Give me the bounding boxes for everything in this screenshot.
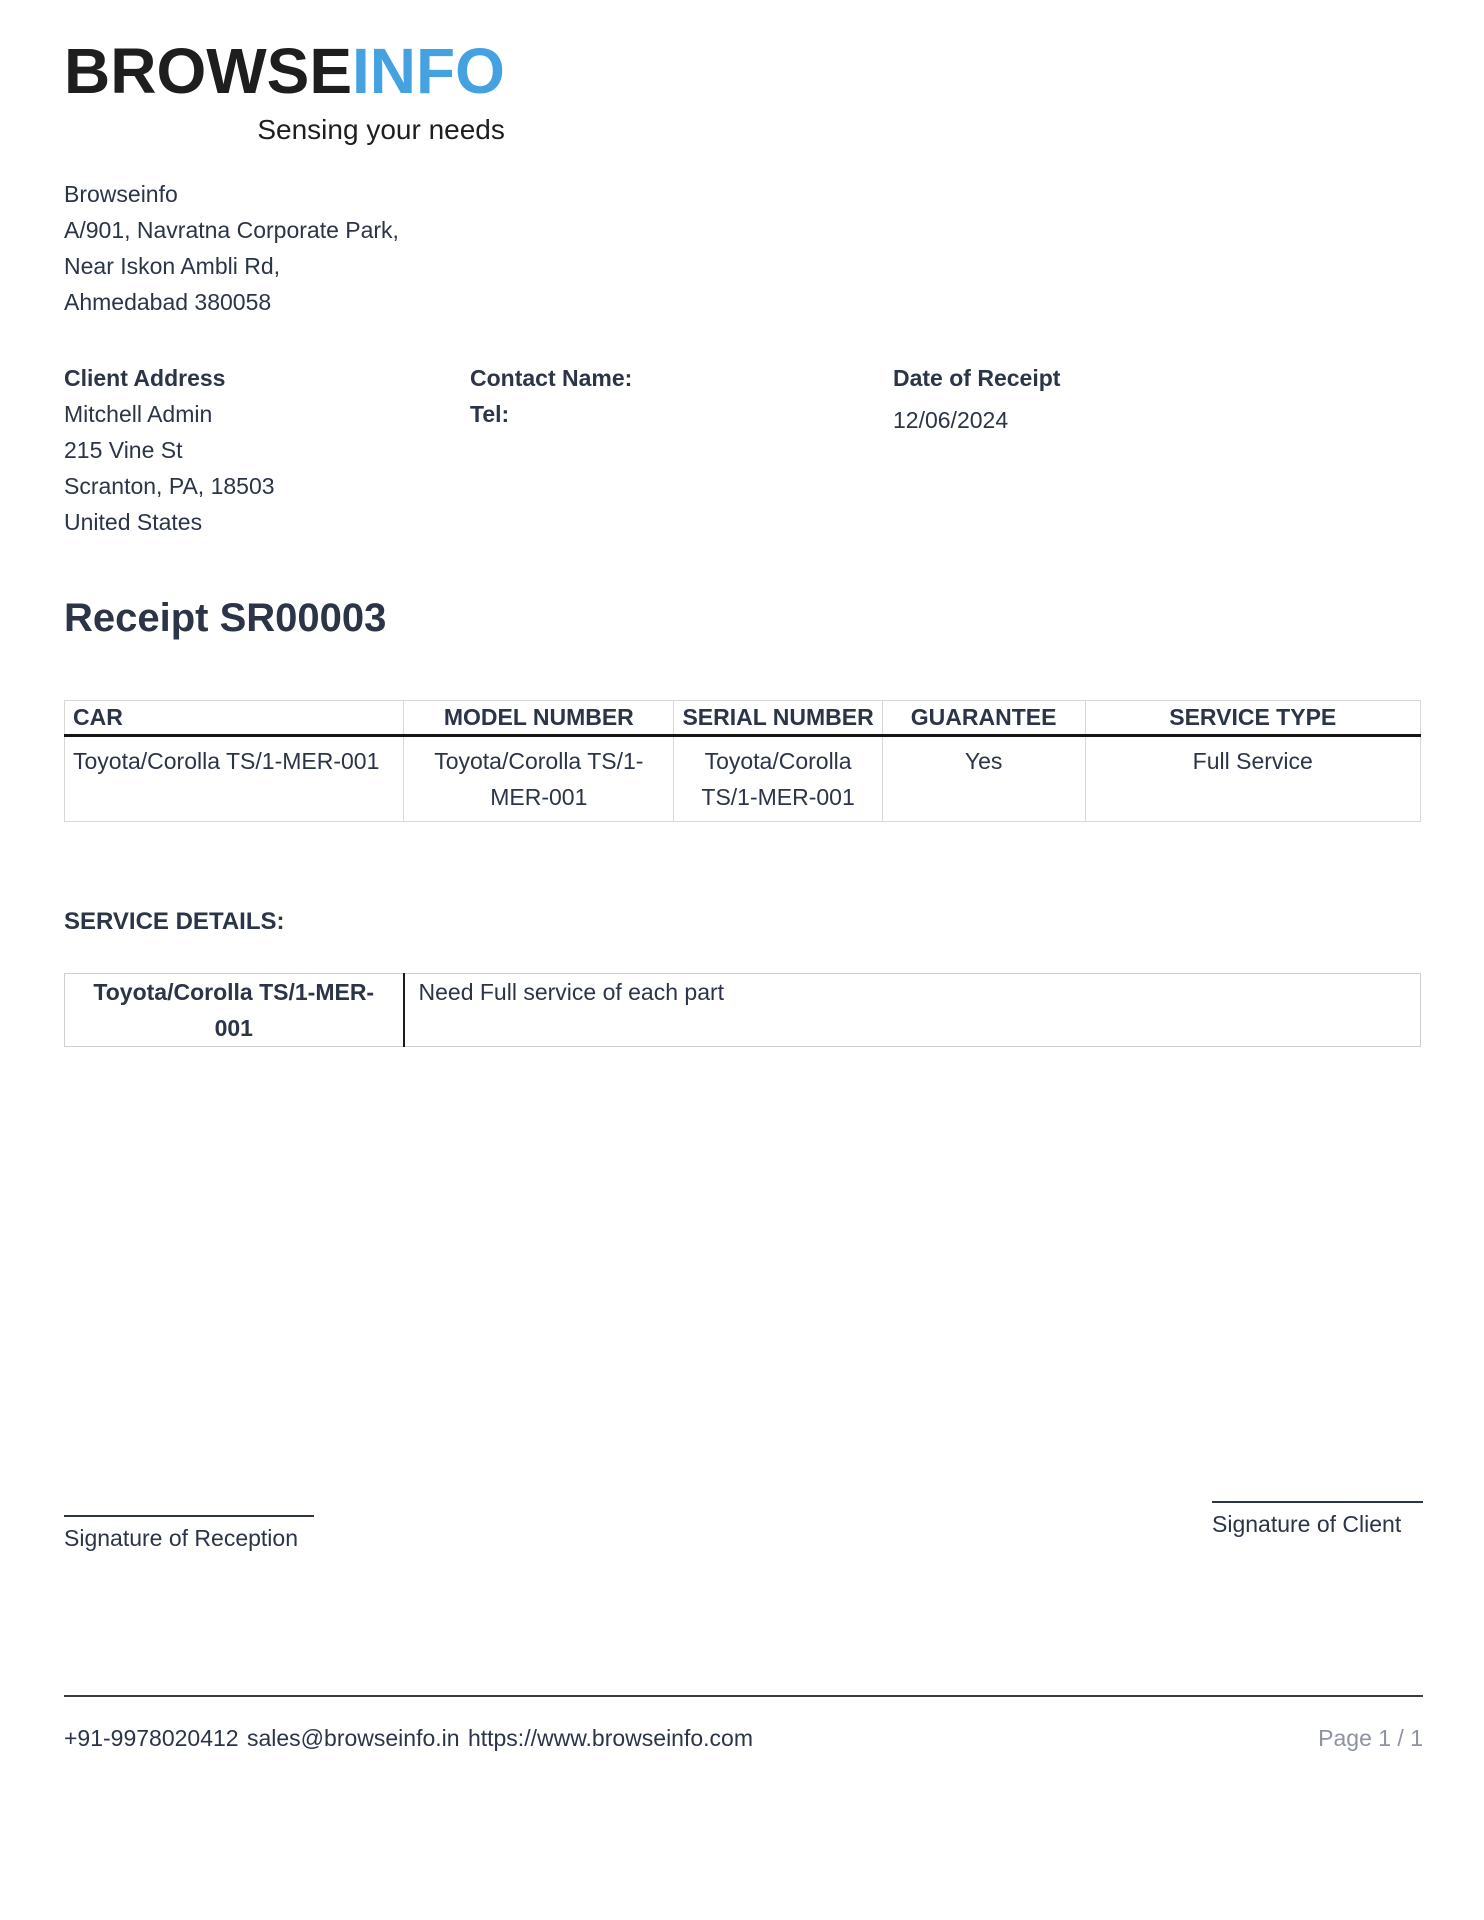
page-title: Receipt SR00003 [64, 596, 387, 640]
service-details-row [65, 974, 1421, 1047]
column-header-serial-number: SERIAL NUMBER [674, 701, 882, 736]
company-logo [64, 36, 505, 148]
service-detail-cell: Need Full service of each part [404, 974, 1421, 1047]
column-header-car: CAR [65, 701, 404, 736]
company-address-line: Ahmedabad 380058 [64, 289, 272, 315]
page-number: Page 1 / 1 [1318, 1725, 1423, 1751]
signature-of-reception: Signature of Reception [64, 1515, 314, 1554]
company-address-block [64, 176, 1423, 320]
info-row [64, 360, 1423, 540]
logo-browse-text: BROWSE [64, 35, 352, 107]
cell-service-type: Full Service [1085, 736, 1420, 822]
signature-row [64, 1511, 1423, 1554]
client-street: 215 Vine St [64, 437, 183, 463]
company-name: Browseinfo [64, 181, 178, 207]
client-name: Mitchell Admin [64, 401, 213, 427]
column-header-service-type: SERVICE TYPE [1085, 701, 1420, 736]
logo-info-text: INFO [352, 35, 505, 107]
cell-serial-number: Toyota/Corolla TS/1-MER-001 [674, 736, 882, 822]
cell-model-number: Toyota/Corolla TS/1-MER-001 [404, 736, 674, 822]
date-of-receipt-value: 12/06/2024 [893, 407, 1009, 433]
footer-email: sales@browseinfo.in [246, 1725, 460, 1751]
service-details-table [64, 973, 1421, 1047]
footer-contact-info [64, 1722, 755, 1754]
footer-phone: +91-9978020412 [64, 1725, 239, 1751]
client-country: United States [64, 509, 203, 535]
client-city: Scranton, PA, 18503 [64, 473, 275, 499]
company-address-line: A/901, Navratna Corporate Park, [64, 217, 399, 243]
column-header-guarantee: GUARANTEE [882, 701, 1085, 736]
table-row [65, 736, 1421, 822]
cell-car: Toyota/Corolla TS/1-MER-001 [65, 736, 404, 822]
cell-guarantee: Yes [882, 736, 1085, 822]
service-item-cell: Toyota/Corolla TS/1-MER-001 [65, 974, 404, 1047]
date-of-receipt-label: Date of Receipt [893, 365, 1061, 391]
footer-website: https://www.browseinfo.com [467, 1725, 753, 1751]
signature-of-client: Signature of Client [1212, 1501, 1423, 1540]
car-table [64, 700, 1421, 822]
client-address-label: Client Address [64, 365, 226, 391]
contact-tel-label: Tel: [470, 401, 510, 427]
column-header-model-number: MODEL NUMBER [404, 701, 674, 736]
company-address-line: Near Iskon Ambli Rd, [64, 253, 281, 279]
logo-wordmark [64, 36, 505, 106]
date-of-receipt-block [893, 360, 1423, 540]
car-table-header-row [65, 701, 1421, 736]
service-details-heading: SERVICE DETAILS: [64, 908, 285, 935]
page-footer [64, 1695, 1423, 1754]
logo-tagline: Sensing your needs [257, 114, 505, 145]
contact-block [470, 360, 893, 540]
client-address-block [64, 360, 470, 540]
contact-name-label: Contact Name: [470, 365, 633, 391]
